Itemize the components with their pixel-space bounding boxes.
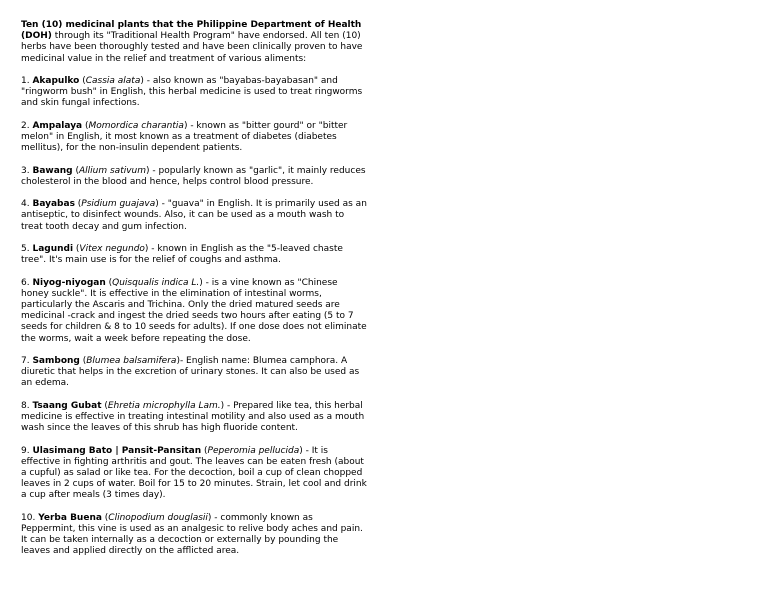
list-item: 6. Niyog-niyogan (Quisqualis indica L.) - is a vine known as "Chinese honey suckle". It is effective in the elimination of intestinal worms, particularly the Ascaris and Trichina. Only the dried matured seeds are medicinal -crack and ingest the dried seeds two hours after eating (5 to 7 seeds for children & 8 to 10 seeds for adults). If one dose does not eliminate the worms, wait a week before repeating the dose. (21, 277, 367, 344)
plant-name: Lagundi (32, 243, 74, 254)
plant-description: - popularly known as "garlic", it mainly reduces cholesterol in the blood and hence, helps control blood pressure. (21, 165, 366, 187)
list-item: 2. Ampalaya (Momordica charantia) - known as "bitter gourd" or "bitter melon" in English, it most known as a treatment of diabetes (diabetes mellitus), for the non-insulin dependent patients. (21, 120, 348, 154)
plant-name: Bayabas (32, 199, 75, 210)
plant-name: Ulasimang Bato | Pansit-Pansitan (32, 445, 202, 456)
scientific-name: Vitex negundo (79, 243, 145, 254)
item-number: 10. (21, 512, 39, 523)
document-body (21, 20, 367, 569)
item-number: 7. (21, 355, 33, 366)
scientific-name: Clinopodium douglasii (108, 512, 208, 523)
plant-description: - also known as "bayabas-bayabasan" and "ringworm bush" in English, this herbal medicine is used to treat ringworms and skin fungal infections. (21, 76, 363, 109)
list-item: 8. Tsaang Gubat (Ehretia microphylla Lam.) - Prepared like tea, this herbal medicine is effective in treating intestinal motility and also used as a mouth wash since the leaves of this shrub has high fluoride content. (21, 400, 365, 434)
plant-name: Akapulko (32, 76, 80, 86)
scientific-name: Allium sativum (79, 165, 147, 176)
plant-description: - is a vine known as "Chinese honey suckle". It is effective in the elimination of intestinal worms, particularly the Ascaris and Trichina. Only the dried matured seeds are medicinal -crack and ingest the dried seeds two hours after eating (5 to 7 seeds for children & 8 to 10 seeds for adults). If one dose does not eliminate the worms, wait a week before repeating the dose. (21, 277, 367, 344)
scientific-name: Ehretia microphylla Lam. (107, 400, 221, 411)
scientific-name: Quisqualis indica L. (112, 277, 200, 288)
list-item: 4. Bayabas (Psidium guajava) - "guava" in English. It is primarily used as an antiseptic, to disinfect wounds. Also, it can be used as a mouth wash to treat tooth decay and gum infection. (21, 199, 367, 232)
item-number: 6. (21, 277, 33, 288)
scientific-name: Momordica charantia (88, 120, 184, 131)
plant-name: Ampalaya (32, 120, 83, 131)
scientific-name: Blumea balsamifera (86, 355, 177, 366)
plant-description: - English name: Blumea camphora. A diuretic that helps in the excretion of urinary stones. It can also be used as an edema. (21, 355, 360, 389)
item-number: 9. (21, 445, 33, 456)
list-item: 3. Bawang (Allium sativum) - popularly known as "garlic", it mainly reduces cholesterol in the blood and hence, helps control blood pressure. (21, 165, 366, 187)
item-number: 8. (21, 400, 33, 411)
intro-text: through its "Traditional Health Program" have endorsed. All ten (10) herbs have been thoroughly tested and have been clinically proven to have medicinal value in the relief and treatment of various aliments: (21, 31, 363, 64)
item-number: 4. (21, 199, 33, 210)
intro-bold: Ten (10) medicinal plants that the Philippine Department of Health (DOH) (21, 20, 362, 42)
item-number: 2. (21, 120, 33, 131)
plant-description: - Prepared like tea, this herbal medicine is effective in treating intestinal motility and also used as a mouth wash since the leaves of this shrub has high fluoride content. (21, 400, 365, 434)
list-item: 10. Yerba Buena (Clinopodium douglasii) - commonly known as Peppermint, this vine is used as an analgesic to relive body aches and pain. It can be taken internally as a decoction or externally by pounding the leaves and applied directly on the afflicted area. (21, 512, 363, 557)
plant-name: Tsaang Gubat (32, 400, 102, 411)
plant-name: Bawang (32, 165, 73, 176)
plant-description: - It is effective in fighting arthritis and gout. The leaves can be eaten fresh (about a cupful) as salad or like tea. For the decoction, boil a cup of clean chopped leaves in 2 cups of water. Boil for 15 to 20 minutes. Strain, let cool and drink a cup after meals (3 times day). (21, 445, 367, 501)
item-number: 1. (21, 76, 33, 86)
list-item: 1. Akapulko (Cassia alata) - also known as "bayabas-bayabasan" and "ringworm bush" in English, this herbal medicine is used to treat ringworms and skin fungal infections. (21, 76, 363, 109)
plant-description: - "guava" in English. It is primarily used as an antiseptic, to disinfect wounds. Also, it can be used as a mouth wash to treat tooth decay and gum infection. (21, 199, 367, 232)
item-number: 3. (21, 165, 33, 176)
scientific-name: Psidium guajava (81, 199, 156, 210)
plant-name: Yerba Buena (38, 512, 102, 523)
scientific-name: Cassia alata (85, 76, 141, 86)
plant-description: - known in English as the "5-leaved chaste tree". It's main use is for the relief of coughs and asthma. (21, 243, 343, 266)
scientific-name: Peperomia pellucida (207, 445, 300, 456)
list-item: 5. Lagundi (Vitex negundo) - known in English as the "5-leaved chaste tree". It's main use is for the relief of coughs and asthma. (21, 243, 343, 266)
plant-description: - known as "bitter gourd" or "bitter melon" in English, it most known as a treatment of diabetes (diabetes mellitus), for the non-insulin dependent patients. (21, 120, 348, 154)
list-item: 7. Sambong (Blumea balsamifera)- English name: Blumea camphora. A diuretic that helps in the excretion of urinary stones. It can also be used as an edema. (21, 355, 360, 389)
plant-name: Niyog-niyogan (32, 277, 106, 288)
list-item: 9. Ulasimang Bato | Pansit-Pansitan (Peperomia pellucida) - It is effective in fighting arthritis and gout. The leaves can be eaten fresh (about a cupful) as salad or like tea. For the decoction, boil a cup of clean chopped leaves in 2 cups of water. Boil for 15 to 20 minutes. Strain, let cool and drink a cup after meals (3 times day). (21, 445, 367, 501)
plant-description: - commonly known as Peppermint, this vine is used as an analgesic to relive body aches and pain. It can be taken internally as a decoction or externally by pounding the leaves and applied directly on the afflicted area. (21, 512, 363, 557)
item-number: 5. (21, 243, 33, 254)
plant-name: Sambong (32, 355, 80, 366)
intro-paragraph (21, 20, 367, 65)
